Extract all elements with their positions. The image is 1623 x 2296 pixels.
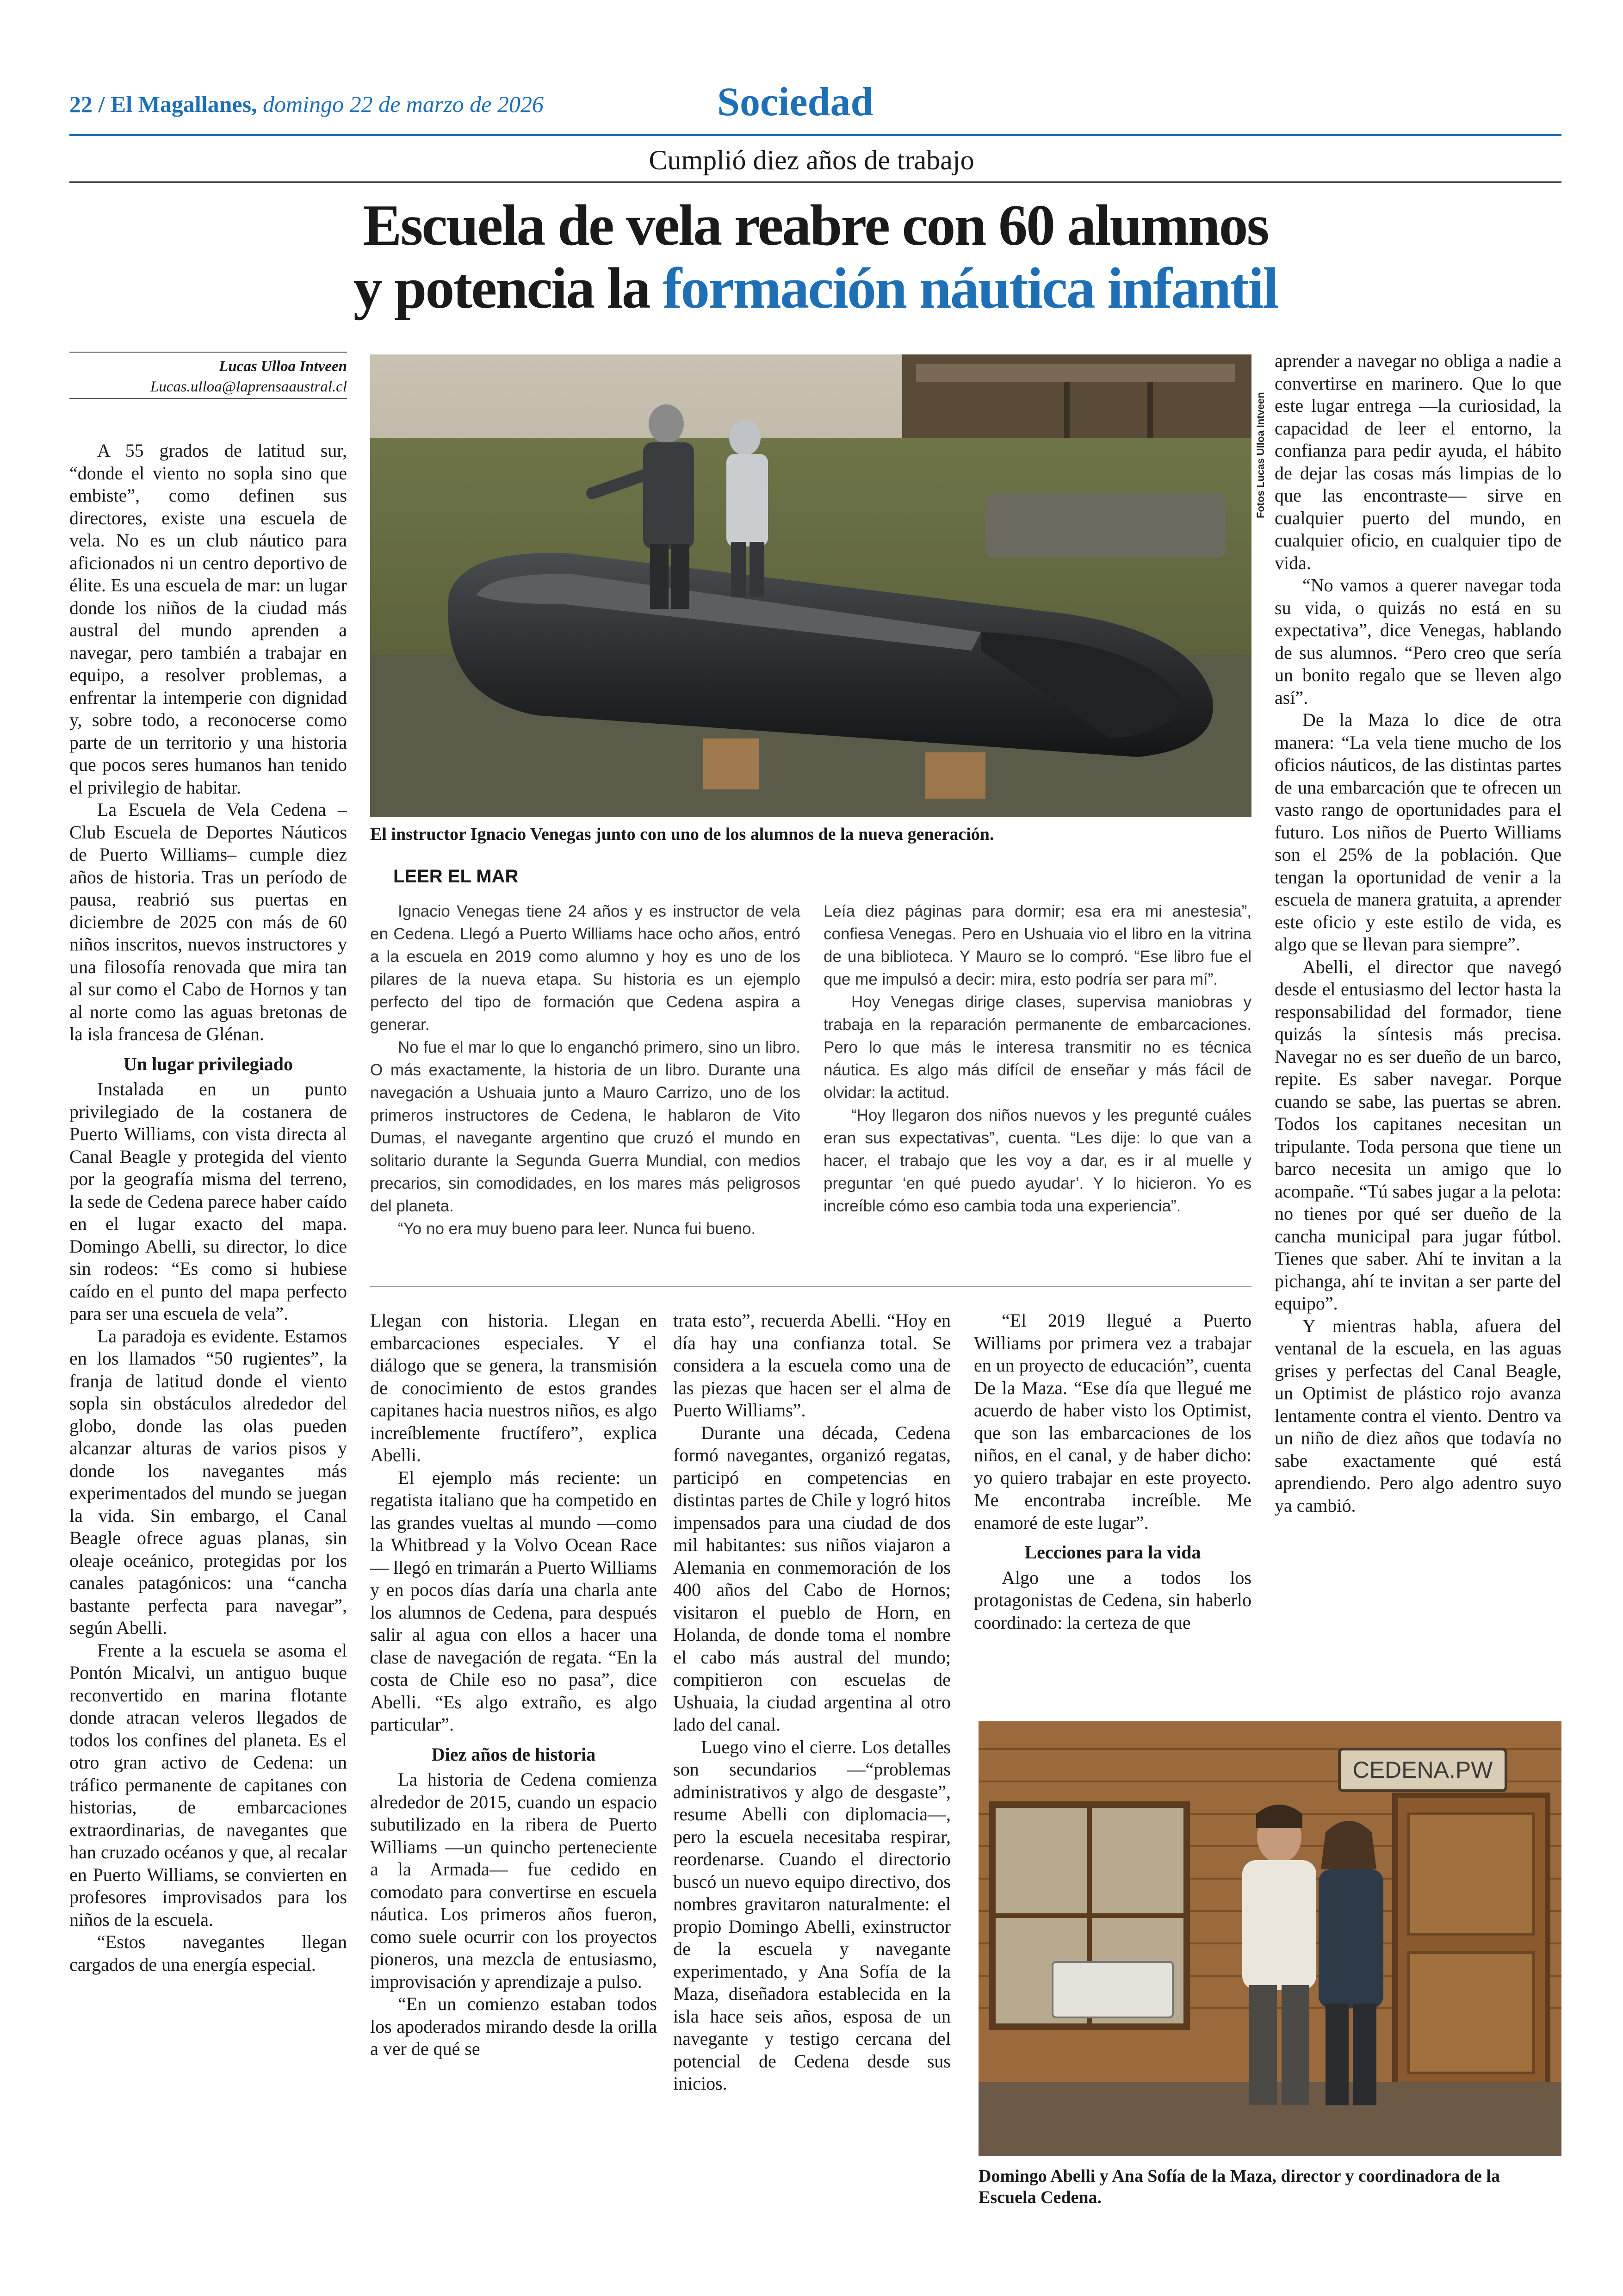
byline-rule-bottom — [69, 398, 347, 399]
folio-separator: / — [98, 91, 105, 117]
byline-email[interactable]: Lucas.ulloa@laprensaaustral.cl — [150, 379, 347, 395]
col5-paragraph-3: De la Maza lo dice de otra manera: “La vela tiene mucho de los oficios náuticos, de las distintas partes de una embarcación que te ofrecen un vasto rango de oportunidades para el futuro. Los niños de Puerto Williams son el 25% de la población. Que tengan la oportunidad de venir a la escuela de manera gratuita, a aprender este oficio y este estilo de vida, es algo que se llevan para siempre”. — [1275, 709, 1561, 955]
byline-rule-top — [69, 352, 347, 353]
box-b-paragraph-1: Leía diez páginas para dormir; esa era mi anestesia”, confiesa Venegas. Pero en Ushuaia vio el libro en la vitrina de una biblioteca. Y Mauro se lo compró. “Ese libro fue el que me impulsó a decir: mira, esto podría ser para mí”. — [824, 902, 1251, 988]
col2-paragraph-4: “En un comienzo estaban todos los apoderados mirando desde la orilla a ver de qué se — [370, 1993, 657, 2059]
headline-line-2 — [69, 257, 1561, 320]
col1-paragraph-3: Instalada en un punto privilegiado de la costanera de Puerto Williams, con vista directa al Canal Beagle y protegida del viento por la geografía misma del terreno, la sede de Cedena parece haber caído en el lugar exacto del mapa. Domingo Abelli, su director, lo dice sin rodeos: “Es como si hubiese caído en el punto del mapa perfecto para ser una escuela de vela”. — [69, 1079, 347, 1324]
col2-paragraph-3: La historia de Cedena comienza alrededor de 2015, cuando un espacio subutilizado en la ribera de Puerto Williams —un quincho perteneciente a la Armada— fue cedido en comodato para convertirse en escuela náutica. Los primeros años fueron, como suele ocurrir con los proyectos pioneros, una mezcla de entusiasmo, improvisación y aprendizaje a pulso. — [370, 1769, 657, 1992]
byline-name: Lucas Ulloa Intveen — [219, 358, 347, 375]
kicker-rule — [69, 181, 1561, 183]
photo-credit: Fotos Lucas Ulloa Intveen — [1255, 392, 1266, 518]
col2-paragraph-1: Llegan con historia. Llegan en embarcaciones especiales. Y el diálogo que se genera, la transmisión de conocimiento de estos grandes capitanes hacia nuestros niños, es algo increíblemente fructífero”, explica Abelli. — [370, 1310, 657, 1465]
box-a-paragraph-2: No fue el mar lo que lo enganchó primero, sino un libro. O más exactamente, la historia de un libro. Durante una navegación a Ushuaia junto a Mauro Carrizo, uno de los primeros instructores de Cedena, le hablaron de Vito Dumas, el navegante argentino que cruzó el mundo en solitario durante la Segunda Guerra Mundial, con medios precarios, sin comodidades, en los mares más peligrosos del planeta. — [370, 1038, 800, 1215]
column-3 — [673, 1309, 951, 2095]
col3-paragraph-1: trata esto”, recuerda Abelli. “Hoy en día hay una confianza total. Se considera a la escuela como una de las piezas que hacen ser el alma de Puerto Williams”. — [673, 1310, 951, 1421]
headline-line-2-part-b: formación náutica infantil — [663, 256, 1278, 321]
people-photo-illustration — [979, 1721, 1561, 2156]
col5-paragraph-4: Abelli, el director que navegó desde el entusiasmo del lector hasta la responsabilidad del formador, tiene quizás la síntesis más precisa. Navegar no es ser dueño de un barco, repite. Es saber navegar. Porque cuando se sabe, las puertas se abren. Todos los capitanes necesitan un tripulante. Toda persona que tiene un barco necesita un amigo que lo acompañe. “Tú sabes jugar a la pelota: no tienes por qué ser dueño de la cancha municipal para jugar fútbol. Tienes que saber. Ahí te invitan a la pichanga, ahí te invitan a ser parte del equipo”. — [1275, 956, 1561, 1314]
col1-paragraph-6: “Estos navegantes llegan cargados de una energía especial. — [69, 1931, 347, 1975]
box-a-paragraph-1: Ignacio Venegas tiene 24 años y es instructor de vela en Cedena. Llegó a Puerto Williams hace ocho años, entró a la escuela en 2019 como alumno y hoy es uno de los pilares de la nueva etapa. Su historia es un ejemplo perfecto del tipo de formación que Cedena aspira a generar. — [370, 902, 800, 1034]
boat-photo-illustration — [370, 354, 1251, 817]
issue-date: domingo 22 de marzo de 2026 — [263, 91, 544, 117]
box-column-b — [824, 900, 1251, 1217]
headline-line-1: Escuela de vela reabre con 60 alumnos — [363, 193, 1268, 258]
page-number: 22 — [69, 91, 93, 117]
main-photo — [370, 354, 1251, 817]
box-b-paragraph-3: “Hoy llegaron dos niños nuevos y les pregunté cuáles eran sus expectativas”, cuenta. “Les dije: lo que van a hacer, el trabajo que les voy a dar, es ir al muelle y preguntar ‘en qué puedo ayudar’. Y lo hicieron. Yo es increíble cómo eso cambia toda una experiencia”. — [824, 1106, 1251, 1215]
col1-paragraph-1: A 55 grados de latitud sur, “donde el viento no sopla sino que embiste”, como definen sus directores, existe una escuela de vela. No es un club náutico para aficionados ni un centro deportivo de élite. Es una escuela de mar: un lugar donde los niños de la ciudad más austral del mundo aprenden a navegar, pero también a trabajar en equipo, a resolver problemas, a enfrentar la intemperie con dignidad y, sobre todo, a reconocerse como parte de un territorio y una historia que pocos seres humanos han tenido el privilegio de habitar. — [69, 440, 347, 798]
col2-subhead: Diez años de historia — [431, 1744, 596, 1765]
column-4 — [974, 1309, 1251, 1634]
col4-paragraph-2: Algo une a todos los protagonistas de Cedena, sin haberlo coordinado: la certeza de que — [974, 1567, 1251, 1633]
col1-paragraph-5: Frente a la escuela se asoma el Pontón Micalvi, un antiguo buque reconvertido en marina flotante donde atracan veleros llegados de todos los confines del planeta. Es el otro gran activo de Cedena: un tráfico permanente de capitanes con historias, de embarcaciones extraordinarias, de navegantes que han cruzado océanos y que, al recalar en Puerto Williams, se convierten en profesores improvisados para los niños de la escuela. — [69, 1639, 347, 1930]
box-column-a — [370, 900, 800, 1240]
box-b-paragraph-2: Hoy Venegas dirige clases, supervisa maniobras y trabaja en la reparación permanente de embarcaciones. Pero lo que más le interesa transmitir no es técnica náutica. Es algo más difícil de enseñar y más fácil de olvidar: la actitud. — [824, 993, 1251, 1102]
cedena-sign: CEDENA.PW — [1352, 1757, 1493, 1783]
box-title: LEER EL MAR — [393, 866, 519, 887]
section-title: Sociedad — [717, 80, 873, 124]
main-photo-caption: El instructor Ignacio Venegas junto con uno de los alumnos de la nueva generación. — [370, 825, 994, 844]
article-kicker: Cumplió diez años de trabajo — [649, 145, 974, 175]
col5-paragraph-1: aprender a navegar no obliga a nadie a convertirse en marinero. Que lo que este lugar entrega —la curiosidad, la capacidad de leer el entorno, la confianza para pedir ayuda, el hábito de dejar las cosas más limpias de lo que las encontraste— sirve en cualquier puerto del mundo, en cualquier oficio, en cualquier tipo de vida. — [1275, 350, 1561, 573]
col5-paragraph-5: Y mientras habla, afuera del ventanal de la escuela, en las aguas grises y perfectas del Canal Beagle, un Optimist de plástico rojo avanza lentamente contra el viento. Dentro va un niño de diez años que todavía no sabe exactamente qué está aprendiendo. Pero algo adentro suyo ya cambió. — [1275, 1315, 1561, 1516]
col1-paragraph-4: La paradoja es evidente. Estamos en los llamados “50 rugientes”, la franja de latitud donde el viento sopla sin obstáculos alrededor del globo, donde las olas pueden alcanzar alturas de varios pisos y donde los navegantes más experimentados del mundo se juegan la vida. Sin embargo, el Canal Beagle ofrece aguas planas, sin oleaje oceánico, protegidas por los canales patagónicos: una “cancha bastante perfecta para navegar”, según Abelli. — [69, 1325, 347, 1638]
col4-paragraph-1: “El 2019 llegué a Puerto Williams por primera vez a trabajar en un proyecto de educación”, cuenta De la Maza. “Ese día que llegué me acuerdo de haber visto los Optimist, que son las embarcaciones de los niños, en el canal, y de haber dicho: yo quiero trabajar en este proyecto. Me encontraba increíble. Me enamoré de este lugar”. — [974, 1310, 1251, 1533]
box-a-paragraph-3: “Yo no era muy bueno para leer. Nunca fui bueno. — [398, 1220, 756, 1238]
col3-paragraph-3: Luego vino el cierre. Los detalles son secundarios —“problemas administrativos y algo de desgaste”, resume Abelli con diplomacia—, pero la escuela necesitaba respirar, reordenarse. Cuando el directorio buscó un nuevo equipo directivo, dos nombres gravitaron naturalmente: el propio Domingo Abelli, exinstructor de la escuela y navegante experimentado, y Ana Sofía de la Maza, diseñadora establecida en la isla hace seis años, esposa de un navegante y testigo cercana del potencial de Cedena desde sus inicios. — [673, 1736, 951, 2094]
column-1 — [69, 440, 347, 1976]
col4-subhead: Lecciones para la vida — [1024, 1542, 1201, 1563]
second-photo — [979, 1721, 1561, 2156]
box-bottom-rule — [370, 1286, 1251, 1287]
column-5 — [1275, 350, 1561, 1517]
header-rule — [69, 134, 1561, 136]
col1-subhead: Un lugar privilegiado — [124, 1053, 293, 1074]
col1-paragraph-2: La Escuela de Vela Cedena –Club Escuela de Deportes Náuticos de Puerto Williams– cumple diez años de historia. Tras un período de pausa, reabrió sus puertas en diciembre de 2025 con más de 60 niños inscritos, nuevos instructores y una filosofía renovada que mira tan al sur como el Cabo de Hornos y tan al norte como las aguas bretonas de la isla francesa de Glénan. — [69, 799, 347, 1044]
col5-paragraph-2: “No vamos a querer navegar toda su vida, o quizás no está en su expectativa”, dice Venegas, hablando de sus alumnos. “Pero creo que sería un bonito regalo que se lleven algo así”. — [1275, 575, 1561, 708]
byline — [69, 356, 347, 397]
col2-paragraph-2: El ejemplo más reciente: un regatista italiano que ha competido en las grandes vueltas al mundo —como la Whitbread y la Volvo Ocean Race— llegó en trimarán a Puerto Williams y en pocos días daría una charla ante los alumnos de Cedena, para después salir al agua con ellos a hacer una clase de navegación de regata. “En la costa de Chile eso no pasa”, dice Abelli. “Es algo extraño, es algo particular”. — [370, 1467, 657, 1735]
column-2 — [370, 1309, 657, 2060]
second-photo-caption: Domingo Abelli y Ana Sofía de la Maza, director y coordinadora de la Escuela Cedena. — [979, 2166, 1500, 2207]
headline — [69, 194, 1561, 320]
col3-paragraph-2: Durante una década, Cedena formó navegantes, organizó regatas, participó en competencias en distintas partes de Chile y logró hitos impensados para una ciudad de dos mil habitantes: sus niños viajaron a Alemania en conmemoración de los 400 años del Cabo de Hornos; visitaron el pueblo de Horn, en Holanda, de donde toma el nombre el cabo más austral del mundo; compitieron con escuelas de Ushuaia, la ciudad argentina al otro lado del canal. — [673, 1422, 951, 1735]
page-folio — [69, 91, 544, 118]
paper-name: El Magallanes, — [110, 91, 257, 117]
headline-line-2-part-a: y potencia la — [353, 256, 650, 321]
